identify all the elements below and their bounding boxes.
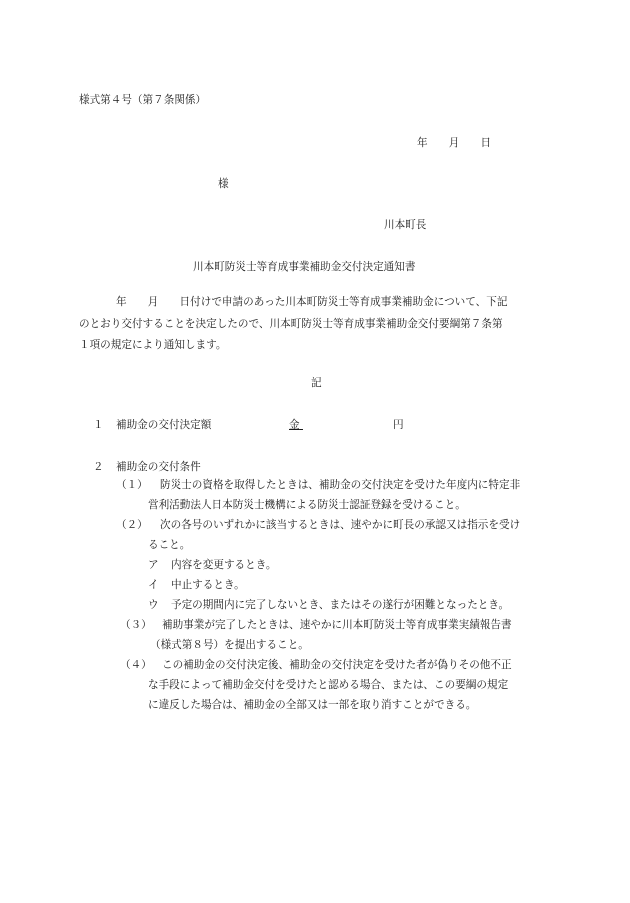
- form-number: 様式第４号（第７条関係）: [79, 94, 207, 106]
- condition-4-line-1: この補助金の交付決定後、補助金の交付決定を受けた者が偽りその他不正: [162, 659, 512, 671]
- date-line: 年 月 日: [417, 137, 492, 149]
- condition-2-line-2: ること。: [148, 539, 191, 551]
- document-title: 川本町防災士等育成事業補助金交付決定通知書: [193, 261, 416, 273]
- amount-prefix: 金: [289, 419, 300, 431]
- condition-4-line-3: に違反した場合は、補助金の全部又は一部を取り消すことができる。: [148, 699, 477, 711]
- section1-amount: [289, 419, 405, 432]
- subitem-a-text: 内容を変更するとき。: [171, 559, 277, 571]
- section2-number: ２: [93, 461, 104, 473]
- addressee-suffix: 様: [218, 178, 229, 190]
- subitem-a-kana: ア: [148, 559, 159, 571]
- condition-4-number: （４）: [120, 659, 152, 671]
- condition-2-line-1: 次の各号のいずれかに該当するときは、速やかに町長の承認又は指示を受け: [160, 519, 521, 531]
- ki-heading: 記: [311, 377, 322, 389]
- amount-suffix: 円: [393, 419, 404, 431]
- condition-4-line-2: な手段によって補助金交付を受けたと認める場合、または、この要綱の規定: [148, 679, 509, 691]
- condition-1-line-2: 営利活動法人日本防災士機構による防災士認証登録を受けること。: [148, 499, 466, 511]
- intro-line-3: １項の規定により通知します。: [79, 339, 227, 351]
- section1-number: １: [93, 419, 104, 431]
- subitem-i-kana: イ: [148, 579, 159, 591]
- condition-1-line-1: 防災士の資格を取得したときは、補助金の交付決定を受けた年度内に特定非: [160, 479, 521, 491]
- intro-line-1: 年 月 日付けで申請のあった川本町防災士等育成事業補助金について、下記: [116, 296, 508, 308]
- section1-label: 補助金の交付決定額: [116, 419, 212, 431]
- intro-line-2: のとおり交付することを決定したので、川本町防災士等育成事業補助金交付要綱第７条第: [79, 318, 503, 330]
- subitem-i-text: 中止するとき。: [171, 579, 245, 591]
- condition-3-number: （３）: [120, 619, 152, 631]
- condition-3-line-2: （様式第８号）を提出すること。: [150, 639, 309, 651]
- condition-2-number: （２）: [116, 519, 148, 531]
- issuer: 川本町長: [384, 219, 427, 231]
- condition-1-number: （１）: [116, 479, 148, 491]
- condition-3-line-1: 補助事業が完了したときは、速やかに川本町防災士等育成事業実績報告書: [162, 619, 512, 631]
- section2-label: 補助金の交付条件: [116, 461, 201, 473]
- subitem-u-text: 予定の期間内に完了しないとき、またはその遂行が困難となったとき。: [171, 599, 510, 611]
- subitem-u-kana: ウ: [148, 599, 159, 611]
